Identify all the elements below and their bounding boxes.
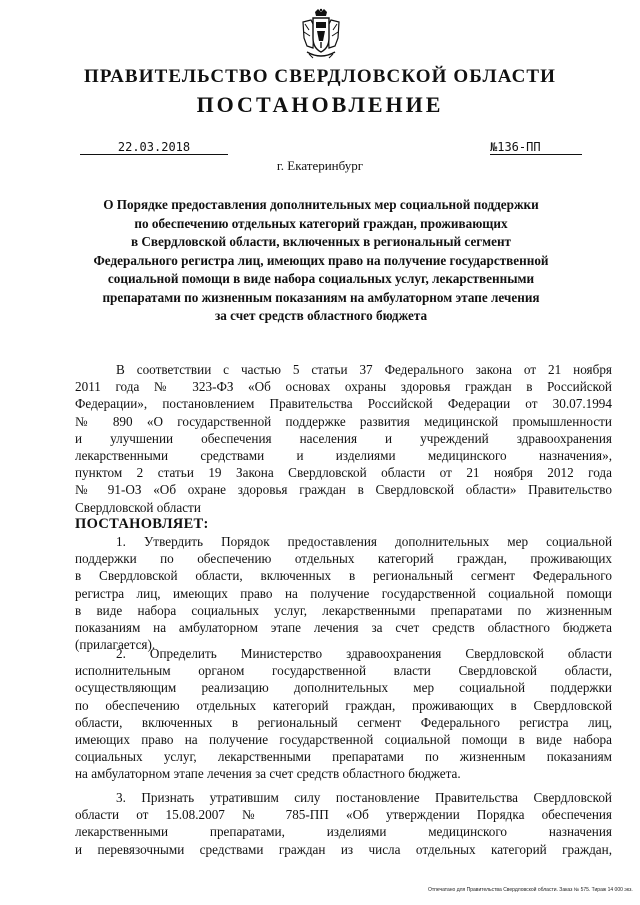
text-line: на амбулаторном этапе лечения за счет средств областного бюджета.	[75, 766, 461, 782]
subject-line: препаратами по жизненным показаниям на амбулаторном этапе лечения	[102, 289, 540, 305]
text-line: поддержки по обеспечению отдельных категорий граждан, проживающих	[75, 551, 612, 567]
text-line: лекарственными средствами и изделиями медицинского назначения»,	[75, 448, 612, 464]
print-footer-note: Отпечатано для Правительства Свердловской области. Заказ № 575. Тираж 14 000 экз.	[428, 887, 633, 893]
text-line: 1. Утвердить Порядок предоставления дополнительных мер социальной	[116, 534, 612, 549]
preamble-paragraph	[75, 361, 612, 516]
document-type-heading: ПОСТАНОВЛЕНИЕ	[196, 92, 444, 117]
text-line: лекарственными препаратами, изделиями медицинского назначения	[75, 824, 612, 840]
decree-number: №136-ПП	[490, 140, 582, 155]
text-line: В соответствии с частью 5 статьи 37 Федерального закона от 21 ноября	[116, 362, 612, 377]
place-of-issue: г. Екатеринбург	[276, 158, 364, 173]
coat-of-arms-sverdlovsk-icon	[299, 8, 343, 62]
text-line: исполнительным органом государственной власти Свердловской области,	[75, 663, 612, 679]
subject-line: социальной помощи в виде набора социальных услуг, лекарственными	[107, 271, 535, 286]
text-line: Федерации», постановлением Правительства Российской Федерации от 30.07.1994	[75, 396, 612, 412]
text-line: пунктом 2 статьи 19 Закона Свердловской области от 21 ноября 2012 года	[75, 465, 612, 481]
decree-date: 22.03.2018	[80, 140, 228, 155]
text-line: области, включенных в региональный сегмент Федерального регистра лиц,	[75, 714, 612, 730]
text-line: области от 15.08.2007 № 785-ПП «Об утверждении Порядка обеспечения	[75, 807, 612, 823]
item-2-paragraph	[75, 645, 612, 783]
text-line: осуществляющим реализацию дополнительных мер социальной поддержки	[75, 680, 612, 696]
decree-subject	[60, 196, 582, 326]
text-line: Свердловской области	[75, 499, 201, 515]
text-line: и перевязочными средствами граждан из числа отдельных категорий граждан,	[75, 841, 612, 857]
text-line: 2. Определить Министерство здравоохранения Свердловской области	[116, 646, 612, 661]
subject-line: Федерального регистра лиц, имеющих право на получение государственной	[93, 252, 549, 268]
text-line: и улучшении обеспечения населения и учреждений здравоохранения	[75, 430, 612, 446]
government-title: ПРАВИТЕЛЬСТВО СВЕРДЛОВСКОЙ ОБЛАСТИ	[83, 66, 557, 87]
text-line: регистра лиц, имеющих право на получение государственной социальной помощи	[75, 585, 612, 601]
text-line: № 890 «О государственной поддержке развития медицинской промышленности	[75, 413, 612, 429]
item-1-paragraph	[75, 533, 612, 653]
text-line: (прилагается).	[75, 637, 156, 653]
text-line: по обеспечению отдельных категорий граждан, проживающих в Свердловской	[75, 697, 612, 713]
item-3-paragraph	[75, 789, 612, 858]
subject-line: за счет средств областного бюджета	[214, 308, 428, 323]
text-line: имеющих право на получение государственной социальной помощи в виде набора	[75, 732, 612, 748]
subject-line: по обеспечению отдельных категорий граждан, проживающих	[134, 215, 508, 231]
text-line: 3. Признать утратившим силу постановление Правительства Свердловской	[116, 790, 612, 805]
decree-word: ПОСТАНОВЛЯЕТ:	[75, 516, 209, 532]
text-line: показаниям на амбулаторном этапе лечения за счет средств областного бюджета	[75, 620, 612, 636]
subject-line: в Свердловской области, включенных в региональный сегмент	[130, 234, 512, 249]
text-line: № 91-ОЗ «Об охране здоровья граждан в Свердловской области» Правительство	[75, 482, 612, 498]
subject-line: О Порядке предоставления дополнительных мер социальной поддержки	[103, 197, 539, 212]
text-line: 2011 года № 323-ФЗ «Об основах охраны здоровья граждан в Российской	[75, 379, 612, 395]
text-line: в виде набора социальных услуг, лекарственными препаратами по жизненным	[75, 602, 612, 618]
text-line: в Свердловской области, включенных в региональный сегмент Федерального	[75, 568, 612, 584]
text-line: социальных услуг, лекарственными препаратами по жизненным показаниям	[75, 749, 612, 765]
